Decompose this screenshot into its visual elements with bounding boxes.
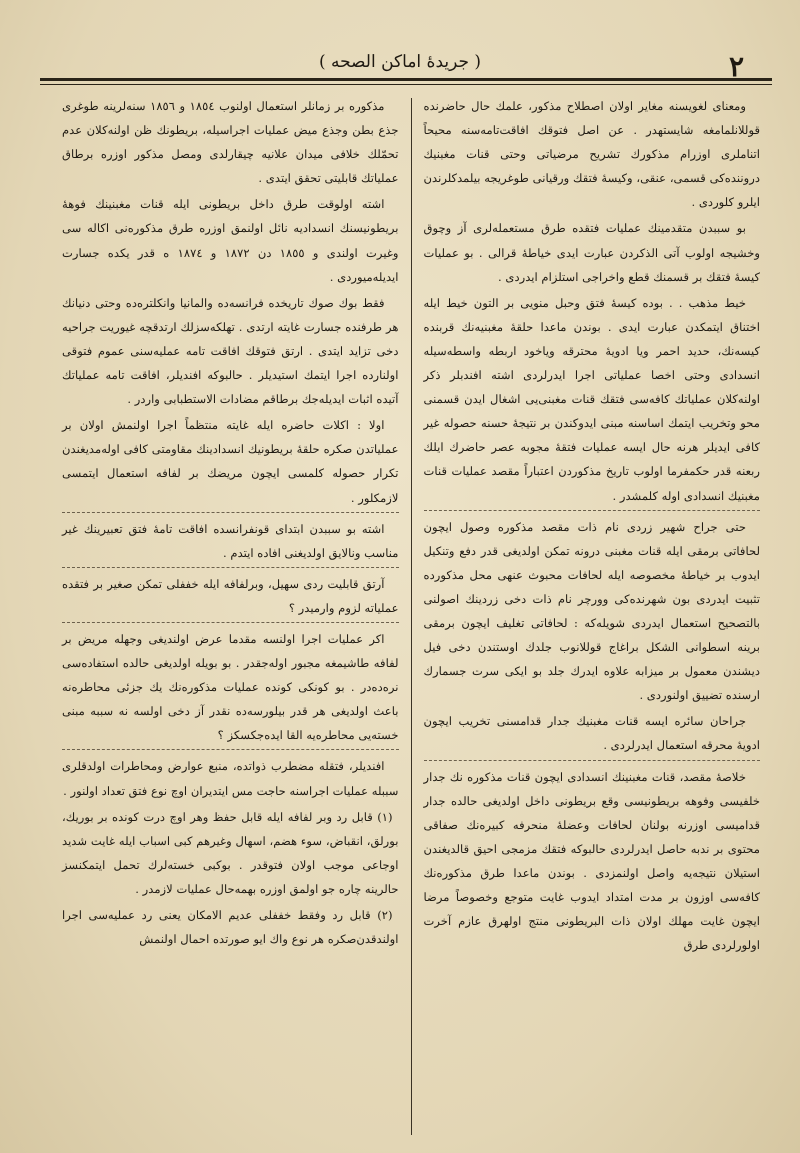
left-column <box>50 94 411 1139</box>
right-column <box>412 94 773 1139</box>
journal-title: ( جريدهٔ اماكن الصحه ) <box>318 52 482 72</box>
paragraph: اشته بو سببدن ابتداى قونفرانسده افاقت تامهٔ فتق تعبيرينك غير مناسب ونالايق اولديغنى افاده ايتدم . <box>62 517 399 568</box>
list-item: (١) قابل رد وبر لفافه ايله قابل حفظ وهر اوچ درت كونده بر بوريك، بورلق، انقباض، سوء هضم، اسهال وغيرهم كبى اسباب ايله غايت شديد اوجاعى موجب اولان فتوقدر . بوكبى خسته‌لرك تحمل ايتمكنسز حالرينه چاره جو اولمق اوزره بهمه‌حال عمليات لازمدر . <box>62 809 399 896</box>
paragraph: بو سببدن متقدمينك عمليات فتقده طرق مستعمله‌لرى آز وچوق وخشيجه اولوب آتى الذكردن عبارت ايدى خياطهٔ قرالى . بو عمليات كيسهٔ فتقك بر قسمنك قطع واخراجى استلزام ايدردى . <box>423 221 760 284</box>
paragraph: آرتق قابليت ردى سهيل، وبرلفافه ايله خففلى تمكن صغير بر فتقده عملياته لزوم وارميدر ؟ <box>62 572 399 623</box>
list-item: (٢) قابل رد وفقط خففلى عديم الامكان يعنى رد عمليه‌سى اجرا اولندقدن‌صكره هر نوع واك ايو صورتده احمال اولنمش <box>62 908 399 947</box>
paragraph: جراحان سائره ايسه قنات مغبنيك جدار قدامسنى تخريب ايچون ادويهٔ محرقه استعمال ايدرلردى . <box>424 709 761 760</box>
paragraph: خيط مذهب . . بوده كيسهٔ فتق وحبل منويى بر التون خيط ايله اختناق ايتمكدن عبارت ايدى . بوندن ماعدا حلقهٔ مغبنيه‌نك قربنده كيسه‌نك، حديد احمر ويا ادويهٔ محترقه وياخود اربطه واسطه‌سيله انسدادى وحتى اخصا عملياتى اجرا ايدرلردى اشته افندبلر ذكر اولنه‌كلان عملياتك كافه‌سى فتقك قنات مغبنى‌يى اشغال ايدن قسمنى محو وتخريب ايتمك اساسنه مبنى ايدوكندن بر نتيجهٔ حسنه حصوله غير كافى ايديلر هرنه حال ايسه عمليات فتقهٔ مجوبه عصر حاضرك ايلك ربعنه قدر حكمفرما اولوب تاريخ مذكوردن اعتباراً مقصد عمليات قنات مغبنيك انسدادى اوله كلمشدر . <box>424 291 761 511</box>
text-columns <box>50 94 772 1139</box>
paragraph: خلاصهٔ مقصد، قنات مغبنينك انسدادى ايچون قنات مذكوره نك جدار خلفيسى وفوهه بريطونيسى وقع بريطونى داخل اولديغى حالده جدار قداميسى اوزرنه بولنان لحافات وعضلهٔ منحرفه كبيره‌نك صفاقى محتوى بر ندبه حاصل ايدرلردى حالبوكه فتقك مزمجى احيق قالديغندن استيلان نتيجه‌يه واصل اولنمزدى . بوندن ماعدا طرق مذكوره‌نك كافه‌سى اوزون بر مدت امتداد ايدوب غايت متوجع وخصوصاً مرضا ايچون غايت مهلك اولان ذات البريطونى منتج اولهرق عازم آخرت اولورلردى طرق <box>423 769 760 953</box>
paragraph: افنديلر، فتقله مضطرب ذواتده، منبع عوارض ومحاطرات اولدقلرى سببله عمليات اجراسنه حاجت مس ايتديران اوچ نوع فتق تعداد اولنور . <box>62 759 399 798</box>
paragraph: مذكوره بر زمانلر استعمال اولنوب ١٨٥٤ و ١٨٥٦ سنه‌لرينه طوغرى جذع بطن وجذع ميض عمليات اجراسيله، بريطونك ظن اولنه‌كلان عدم تحمّلك خلافى ميدان علانيه چيقارلدى ومصل مذكور اوزره برطاق عملياتك قابليتى تحقق ايتدى . <box>62 99 399 186</box>
paragraph: فقط بوك صوك تاريخده فرانسه‌ده والمانيا وانكلتره‌ده وحتى دنيانك هر طرفنده جسارت غايته ارتدى . تهلكه‌سزلك ارتدقچه غيوريت جراحيه دخى تزايد ايتدى . ارتق فتوقك افاقت تامه عمليه‌سنى عموم فتوقى اولنارده اجرا ايتمك استيديلر . حالبوكه افنديلر، افاقت تامه عملياتك آتيده اثبات ايديله‌جك برطاقم مضادات الاستطبابى واردر . <box>62 295 399 407</box>
page-header <box>36 44 764 83</box>
paragraph: اولا : اكلات حاضره ايله غايته منتظماً اجرا اولنمش اولان بر عملياتدن صكره حلقهٔ بريطونيك انسدادينك مقاومتى كافى اوله‌مديغندن تكرار حصوله كلمسى ايچون مريضك بر لفافه استعمال ايتمسى لازمكلور . <box>62 413 399 512</box>
header-rule <box>40 78 772 85</box>
paragraph: اشته اولوقت طرق داخل بريطونى ايله قنات مغبنينك فوههٔ بريطونيسنك انسداديه نائل اولنمق اوزره طرق مذكوره‌نى اكاله سى وغيرت اولندى و ١٨٥٥ دن ١٨٧٢ و ١٨٧٤ ه قدر يكده جسارت ايديله‌ميوردى . <box>62 197 399 284</box>
page-number: ٢ <box>728 50 744 83</box>
paragraph: حتى جراح شهير زردى نام ذات مقصد مذكوره وصول ايچون لحافاتى برمقى ايله قنات مغبنى درونه تمكن اولديغى قدر دفع وتنكيل ايدوب بر خياطهٔ مخصوصه ايله لحافات محبوث عنهى محل مذكورده تثبيت ايدردى بون شهرنده‌كى وورچر نام ذات دخى زردينك اصولنى بالتصحيح استعمال ايدردى شويله‌كه : لحافاتى تغليف ايچون برمقى برينه اسطوانى الشكل براغاج قوللانوب جلدك اوستندن دخى فيل ديشندن معمول بر ميزابه علاوه ايدرك جلد بو ايكى سرت جسمارك ارسنده تضييق اولنوردى . <box>423 519 760 703</box>
paragraph: اكر عمليات اجرا اولنسه مقدما عرض اولنديغى وجهله مريض بر لفافه طاشيمغه مجبور اوله‌جقدر . بو بويله اولديغى حالده استفاده‌سى نره‌ده‌در . بو كونكى كونده عمليات مذكوره‌نك يك جزئى محاطره‌نه باعث اولديغى هر قدر بيلورسه‌ده نقدر آز دخى اولسه نه سببه مبنى خسته‌يى محاطره‌يه القا ايده‌جكسكز ؟ <box>62 627 399 750</box>
paragraph: ومعناى لغويسنه مغاير اولان اصطلاح مذكور، علمك حال حاضرنده قوللانلمامغه شايستهدر . عن اصل فتوقك افاقت‌تامه‌سنه محيحاً اتناملرى اوزرام مذكورك تشريح مرضياتى وحتى قنات مغبنيك دروننده‌كى قسمى، عنقى، وكيسهٔ فتقك ورقيانى طوغريجه بيلمدكلرندن ايلرو كلوردى . <box>423 99 760 210</box>
